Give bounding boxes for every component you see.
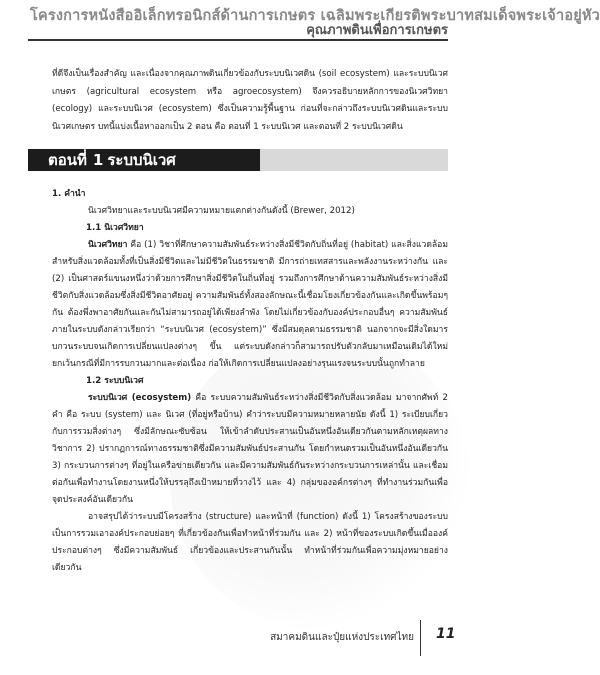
section-heading <box>28 149 260 171</box>
heading-ecosystem: 1.2 ระบบนิเวศ <box>86 376 144 386</box>
page-number: 11 <box>436 626 456 642</box>
heading-introduction: 1. คำนำ <box>52 189 86 199</box>
ecosystem-term: ระบบนิเวศ (ecosystem) <box>88 393 192 403</box>
section-name: ระบบนิเวศ <box>107 151 176 169</box>
book-title: คุณภาพดินเพื่อการเกษตร <box>306 23 448 38</box>
intro-paragraph: ที่ดีจึงเป็นเรื่องสำคัญ และเนื่องจากคุณภาพดินเกี่ยวข้องกับระบบนิเวศดิน (soil ecosystem) และระบบนิเวศเกษตร (agricultural ecosystem หรือ agroecosystem) จึงควรอธิบายหลักการของนิเวศวิทยา (ecology) และระบบนิเวศ (ecosystem) ซึ่งเป็นความรู้พื้นฐาน ก่อนที่จะกล่าวถึงระบบนิเวศดินและระบบนิเวศเกษตร บทนี้แบ่งเนื้อหาออกเป็น 2 ตอน คือ ตอนที่ 1 ระบบนิเวศ และตอนที่ 2 ระบบนิเวศดิน <box>52 69 448 132</box>
heading-ecology: 1.1 นิเวศวิทยา <box>86 223 144 233</box>
system-structure-paragraph: อาจสรุปได้ว่าระบบมีโครงสร้าง (structure) และหน้าที่ (function) ดังนี้ 1) โครงสร้างของระบบ เป็นการรวมเอาองค์ประกอบย่อยๆ ที่เกี่ยวข้องกันเพื่อทำหน้าที่ร่วมกัน และ 2) หน้าที่ของระบบเกิดขึ้นเมื่อองค์ประกอบต่างๆ ซึ่งมีความสัมพันธ์ เกี่ยวข้องและประสานกันนั้น ทำหน้าที่ร่วมกันเพื่อความมุ่งหมายอย่างเดียวกัน <box>52 512 448 573</box>
section-label: ตอนที่ <box>48 151 87 169</box>
header-divider <box>28 39 448 41</box>
ecosystem-text: คือ ระบบความสัมพันธ์ระหว่างสิ่งมีชีวิตกับสิ่งแวดล้อม มาจากศัพท์ 2 คำ คือ ระบบ (system) และ นิเวศ (ที่อยู่หรือบ้าน) คำว่าระบบมีความหมายหลายนัย ดังนี้ 1) ระเบียบเกี่ยวกับการรวมสิ่งต่างๆ ซึ่งมีลักษณะซับซ้อน ให้เข้าลำดับประสานเป็นอันหนึ่งอันเดียวกันตามหลักเหตุผลทางวิชาการ 2) ปรากฏการณ์ทางธรรมชาติซึ่งมีความสัมพันธ์ประสานกัน โดยกำหนดรวมเป็นอันหนึ่งอันเดียวกัน 3) กระบวนการต่างๆ ที่อยู่ในเครือข่ายเดียวกัน และมีความสัมพันธ์กันระหว่างกระบวนการเหล่านั้น และเชื่อมต่อกันเพื่อทำงานโดยงานหนึ่งให้บรรลุถึงเป้าหมายที่วางไว้ และ 4) กลุ่มของอค์กรต่างๆ ที่ทำงานร่วมกันเพื่อจุดประสงค์อันเดียวกัน <box>52 393 448 505</box>
footer-divider <box>420 620 421 656</box>
ecology-text: คือ (1) วิชาที่ศึกษาความสัมพันธ์ระหว่างสิ่งมีชีวิตกับถิ่นที่อยู่ (habitat) และสิ่งแวดล้อม สำหรับสิ่งแวดล้อมทั้งที่เป็นสิ่งมีชีวิตและไม่มีชีวิตในธรรมชาติ มีการถ่ายเทสสารและพลังงานระหว่างกัน และ (2) เป็นศาสตร์แขนงหนึ่งว่าด้วยการศึกษาสิ่งมีชีวิตในถิ่นที่อยู่ รวมถึงการศึกษาด้านความสัมพันธ์ระหว่างสิ่งมีชีวิตกับสิ่งแวดล้อมซึ่งสิ่งมีชีวิตอาศัยอยู่ ความสัมพันธ์ทั้งสองลักษณะนี้เชื่อมโยงเกี่ยวข้องกันและเกิดขึ้นพร้อมๆ กัน ต้องพึ่งพาอาศัยกันและกันไม่สามารถอยู่ได้เพียงลำพัง โดยไม่เกี่ยวข้องกับองค์ประกอบอื่นๆ ความสัมพันธ์ภายในระบบดังกล่าวเรียกว่า “ระบบนิเวศ (ecosystem)” ซึ่งมีสมดุลตามธรรมชาติ นอกจากจะมีสิ่งใดมารบกวนระบบจนเกิดการเปลี่ยนแปลงต่างๆ ขึ้น แต่ระบบดังกล่าวก็สามารถปรับตัวกลับมาเหมือนเดิมได้ใหม่ ยกเว้นกรณีที่มีการรบกวนมากและต่อเนื่อง ก่อให้เกิดการเปลี่ยนแปลงอย่างรุนแรงจนระบบนั้นถูกทำลาย <box>52 240 448 369</box>
main-content <box>52 186 448 577</box>
ecology-term: นิเวศวิทยา <box>88 240 128 250</box>
intro-definition-paragraph: นิเวศวิทยาและระบบนิเวศมีความหมายแตกต่างกันดังนี้ (Brewer, 2012) <box>88 206 355 216</box>
publisher-name: สมาคมดินและปุ๋ยแห่งประเทศไทย <box>270 632 414 643</box>
ecology-paragraph <box>52 237 448 373</box>
section-heading-bar <box>28 149 448 171</box>
project-title: โครงการหนังสืออิเล็กทรอนิกส์ด้านการเกษตร เฉลิมพระเกียรติพระบาทสมเด็จพระเจ้าอยู่หัว <box>30 8 600 24</box>
section-number: 1 <box>92 151 104 169</box>
ecosystem-paragraph <box>52 390 448 509</box>
